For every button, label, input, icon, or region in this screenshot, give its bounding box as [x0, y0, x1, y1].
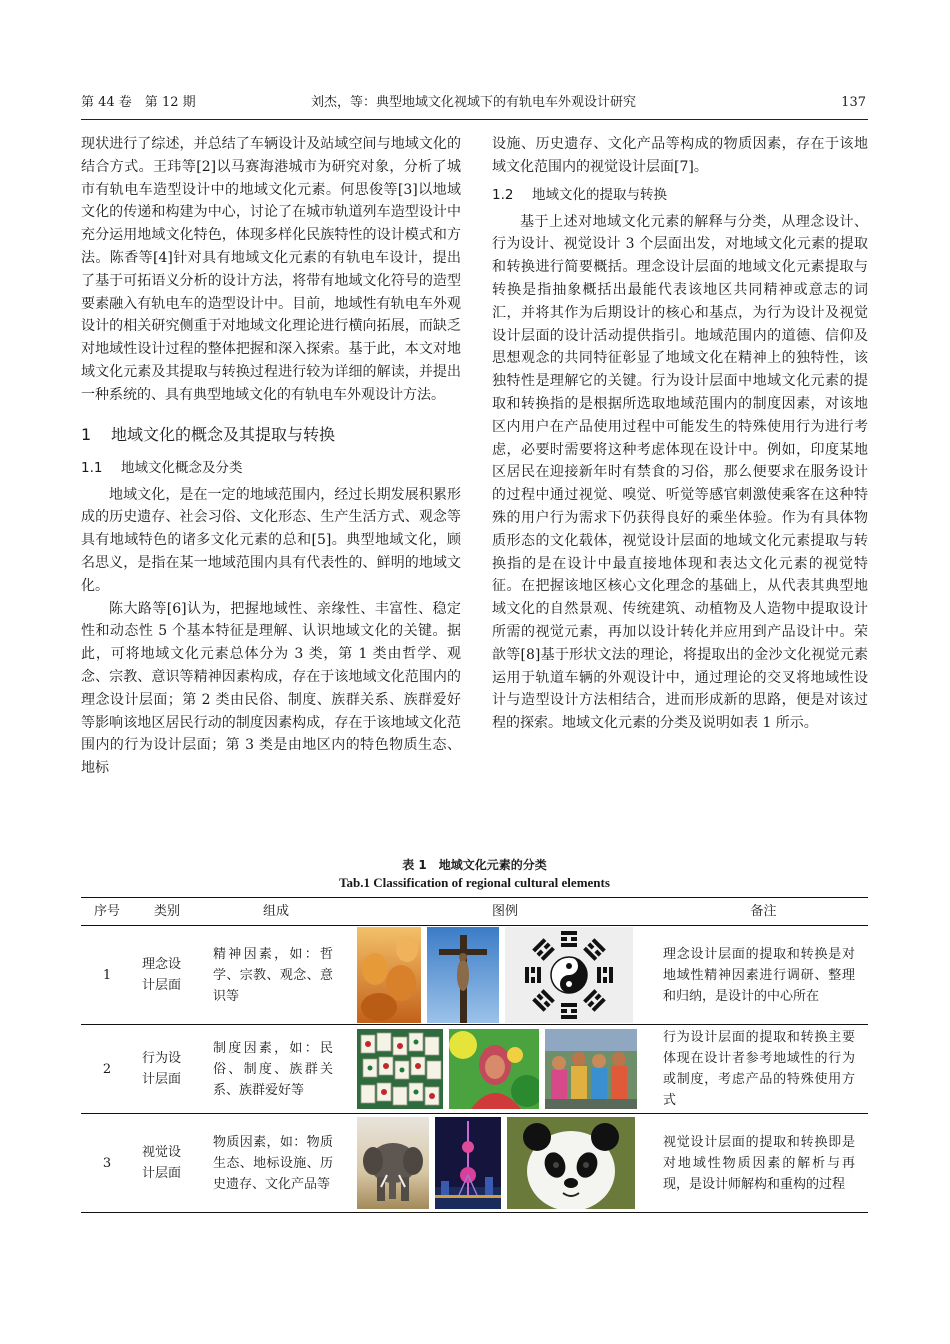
column-header: 组成 — [262, 904, 289, 919]
header-rule — [81, 119, 868, 120]
row-category: 行为设计层面 — [142, 1051, 182, 1087]
mahjong-tiles-photo — [357, 1029, 443, 1109]
oriental-pearl-tower-photo — [435, 1117, 501, 1209]
section-title: 地域文化概念及分类 — [121, 459, 243, 476]
running-header — [81, 94, 866, 116]
column-header: 图例 — [491, 904, 518, 919]
table-row — [81, 1025, 868, 1114]
journal-volume: 第 44 卷 第 12 期 — [81, 95, 196, 110]
section-number: 1.2 — [492, 186, 514, 203]
paragraph: 地域文化，是在一定的地域范围内，经过长期发展积累形成的历史遗存、社会习俗、文化形态、生产生活方式、观念等具有地域特色的诸多文化元素的总和[5]。典型地域文化，顾名思义，是指在某一地域范围内具有代表性的、鲜明的地域文化。 — [81, 486, 461, 594]
giant-panda-photo — [507, 1117, 635, 1209]
example-images — [351, 1114, 659, 1212]
section-heading-1 — [81, 424, 461, 446]
example-images — [351, 926, 659, 1024]
paragraph: 陈大路等[6]认为，把握地域性、亲缘性、丰富性、稳定性和动态性 5 个基本特征是理解、认识地域文化的关键。据此，可将地域文化元素总体分为 3 类，第 1 类由哲学、观念、宗教、意识等精神因素构成，存在于该地域文化范围内的理念设计层面；第 2 类由民俗、制度、族群关系、族群爱好等影响该地区居民行动的制度因素构成，存在于该地域文化范围内的行为设计层面；第 3 类是由地区内的特色物质生态、地标 — [81, 600, 461, 777]
row-note: 理念设计层面的提取和转换是对地域性精神因素进行调研、整理和归纳，是设计的中心所在 — [663, 946, 855, 1004]
column-header: 类别 — [153, 904, 180, 919]
section-title: 地域文化的提取与转换 — [532, 186, 667, 203]
right-column — [492, 133, 868, 735]
table-row — [81, 926, 868, 1025]
section-title: 地域文化的概念及其提取与转换 — [111, 424, 336, 444]
paragraph: 现状进行了综述，并总结了车辆设计及站域空间与地域文化的结合方式。王玮等[2]以马赛海港城市为研究对象，分析了城市有轨电车造型设计中的地域文化元素。何思俊等[3]以地域文化的传递和构建为中心，讨论了在城市轨道列车造型设计中充分运用地域文化特色，体现多样化民族特性的设计模式和方法。陈香等[4]针对具有地域文化元素的有轨电车设计，提出了基于可拓语义分析的设计方法，将带有地域文化符号的造型要素融入有轨电车的造型设计中。目前，地域性有轨电车外观设计的相关研究侧重于对地域文化理论进行横向拓展，而缺乏对地域性设计过程的整体把握和深入探索。基于此，本文对地域文化元素及其提取与转换过程进行较为详细的解读，并提出一种系统的、具有典型地域文化的有轨电车外观设计方法。 — [81, 136, 461, 403]
example-images — [351, 1025, 659, 1113]
paragraph: 基于上述对地域文化元素的解释与分类，从理念设计、行为设计、视觉设计 3 个层面出发，对地域文化元素的提取和转换进行简要概括。理念设计层面的地域文化元素提取与转换是指抽象概括出最能代表该地区共同精神或意志的词汇，并将其作为后期设计的核心和基点，为行为设计及视觉设计层面的设计活动提供指引。地域范围内的道德、信仰及思想观念的共同特征彰显了地域文化在精神上的独特性，该独特性是理解它的关键。行为设计层面中地域文化元素的提取和转换指的是根据所选取地域范围内的制度因素，对该地区内用户在产品使用过程中可能发生的特殊使用行为进行考虑，必要时需要将这种考虑体现在设计中。例如，印度某地区居民在迎接新年时有禁食的习俗，那么便要求在服务设计的过程中通过视觉、嗅觉、听觉等感官刺激使乘客在这种特殊的用户行为需求下仍获得良好的乘坐体验。作为有具体物质形态的文化载体，视觉设计层面的地域文化元素提取与转换指的是在设计中最直接地体现和表达文化元素的视觉特征。在把握该地区核心文化理念的基础上，从代表其典型地域文化的自然景观、传统建筑、动植物及人造物中提取设计所需的视觉元素，再加以设计转化并应用到产品设计中。荣歆等[8]基于形状文法的理论，将提取出的金沙文化视觉元素运用于轨道车辆的外观设计中，通过理论的交叉将地域性设计与造型设计方法相结合，进而形成新的思路，便是对该过程的探索。地域文化元素的分类及说明如表 1 所示。 — [492, 213, 868, 732]
section-heading-1-2 — [492, 185, 868, 205]
column-header: 备注 — [750, 904, 777, 919]
paragraph: 设施、历史遗存、文化产品等构成的物质因素，存在于该地域文化范围内的视觉设计层面[7]。 — [492, 136, 868, 175]
article-running-title: 刘杰，等：典型地域文化视域下的有轨电车外观设计研究 — [310, 95, 636, 110]
water-festival-crowd-photo — [545, 1029, 637, 1109]
row-note: 视觉设计层面的提取和转换即是对地域性物质因素的解析与再现，是设计师解构和重构的过程 — [663, 1134, 855, 1192]
column-header: 序号 — [93, 904, 120, 919]
table-caption-en: Tab.1 Classification of regional cultural elements — [339, 875, 610, 890]
row-composition: 物质因素，如：物质生态、地标设施、历史遗存、文化产品等 — [213, 1134, 333, 1192]
row-category: 理念设计层面 — [142, 957, 182, 993]
table-row — [81, 1114, 868, 1213]
buddha-statues-photo — [357, 927, 421, 1023]
classification-table — [81, 897, 868, 1213]
table-caption-cn: 表 1 地域文化元素的分类 — [402, 858, 547, 872]
row-index: 2 — [102, 1061, 112, 1077]
page-number: 137 — [841, 95, 866, 110]
section-number: 1.1 — [81, 459, 103, 476]
section-number: 1 — [81, 424, 92, 444]
elephant-photo — [357, 1117, 429, 1209]
left-column — [81, 133, 461, 780]
row-index: 1 — [102, 967, 112, 983]
row-category: 视觉设计层面 — [142, 1145, 182, 1181]
section-heading-1-1 — [81, 458, 461, 478]
taiji-bagua-symbol — [505, 927, 633, 1023]
table-header-row — [81, 898, 868, 926]
row-note: 行为设计层面的提取和转换主要体现在设计者参考地域性的行为或制度，考虑产品的特殊使用方式 — [663, 1030, 855, 1108]
row-index: 3 — [102, 1155, 112, 1171]
row-composition: 制度因素，如：民俗、制度、族群关系、族群爱好等 — [213, 1040, 333, 1098]
holi-festival-woman-photo — [449, 1029, 539, 1109]
row-composition: 精神因素，如：哲学、宗教、观念、意识等 — [213, 946, 333, 1004]
crucifix-photo — [427, 927, 499, 1023]
